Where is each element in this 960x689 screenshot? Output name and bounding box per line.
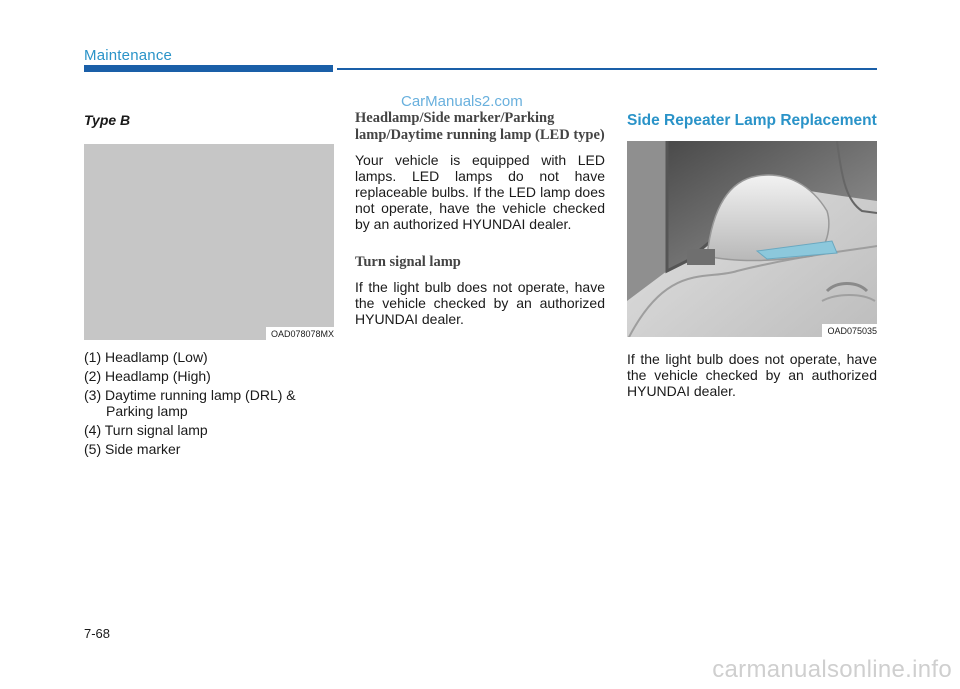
watermark-top-link[interactable]: CarManuals2.com [401, 93, 523, 110]
watermark-bottom-link[interactable]: carmanualsonline.info [712, 656, 952, 683]
page-number: 7-68 [84, 626, 111, 641]
header-rule-thick [84, 65, 333, 72]
list-item: (5) Side marker [84, 441, 181, 457]
headlamp-figure [84, 144, 334, 340]
header-rule-thin [337, 68, 877, 70]
turn-signal-heading: Turn signal lamp [355, 254, 461, 270]
figure-code: OAD075035 [822, 324, 877, 337]
turn-signal-paragraph: If the light bulb does not operate, have the vehicle checked by an authorized HYUNDAI dealer. [355, 279, 605, 327]
type-label: Type B [84, 112, 131, 128]
column-type-b [84, 110, 334, 460]
led-heading: Headlamp/Side marker/Parking lamp/Daytime running lamp (LED type) [355, 110, 605, 143]
column-side-repeater [627, 110, 877, 399]
side-repeater-paragraph: If the light bulb does not operate, have the vehicle checked by an authorized HYUNDAI dealer. [627, 351, 877, 399]
figure-code: OAD078078MX [266, 327, 334, 340]
column-led-lamps [355, 110, 605, 327]
list-item: (2) Headlamp (High) [84, 368, 211, 384]
list-item: (3) Daytime running lamp (DRL) & Parking lamp [84, 387, 296, 419]
lamp-list [84, 349, 334, 457]
led-paragraph: Your vehicle is equipped with LED lamps. LED lamps do not have replaceable bulbs. If the LED lamp does not operate, have the vehicle checked by an authorized HYUNDAI dealer. [355, 152, 605, 232]
side-repeater-heading: Side Repeater Lamp Replacement [627, 112, 877, 129]
section-title: Maintenance [84, 47, 173, 64]
side-mirror-illustration [627, 141, 877, 337]
list-item: (1) Headlamp (Low) [84, 349, 208, 365]
list-item: (4) Turn signal lamp [84, 422, 208, 438]
side-mirror-figure [627, 141, 877, 337]
